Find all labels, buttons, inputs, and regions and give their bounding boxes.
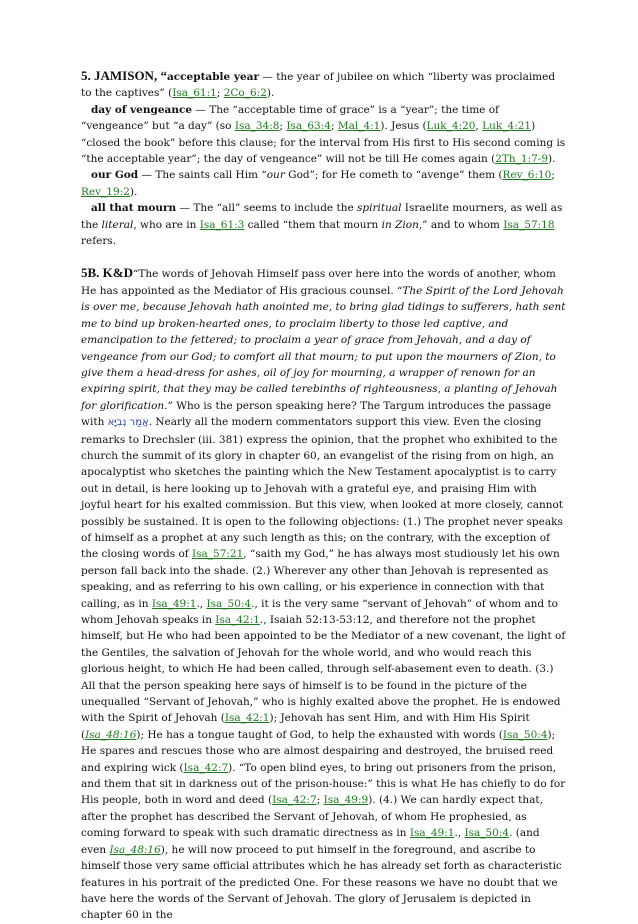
text: ); He has a tongue taught of God, to help the exhausted with words ( [136,728,503,741]
italic-text: in Zion [381,218,419,231]
hebrew-text: אֲמַר נְבִיָּא [107,417,149,429]
kd-heading: 5B. K&D [81,265,133,281]
ref-link[interactable]: Isa_63:4 [286,120,331,133]
ref-link[interactable]: Isa_61:3 [199,218,245,231]
text: ; [279,120,287,133]
italic-quote: “The Spirit of the Lord Jehovah is over me, because Jehovah hath anointed me, to bring glad tidings to sufferers, hath sent me to bind up broken-hearted ones, to proclaim liberty to those led captive, and emancipation to the fettered; to proclaim a year of grace from Jehovah, and a day of vengeance from our God; to comfort all that mourn; to put upon the mourners of Zion, to give them a head-dress for ashes, oil of joy for mourning, a wrapper of renown for an expiring spirit, that they may be called terebinths of righteousness, a planting of Jehovah for glorification.” [81,284,566,412]
italic-text: spiritual [357,202,402,215]
day-of-vengeance-paragraph [81,102,567,168]
ref-link[interactable]: Isa_50:4 [206,597,252,610]
jamison-paragraph [81,68,567,102]
text: refers. [81,235,117,248]
ref-link[interactable]: Isa_48:16 [85,728,137,741]
italic-text: literal [101,218,134,231]
ref-link[interactable]: Isa_34:8 [234,120,280,133]
text: ., [454,827,465,840]
term-day-of-vengeance: day of vengeance [91,103,193,116]
text: ). [129,185,138,198]
text: ,” and to whom [418,218,504,231]
text: ). [266,87,275,100]
ref-link[interactable]: 2Co_6:2 [223,87,267,100]
text: ., it is the very same “servant of Jehovah” of whom and to whom Jehovah speaks in [81,597,558,626]
term-our-god: our God [91,169,139,182]
ref-link[interactable]: Luk_4:21 [482,120,532,133]
document-page [81,68,567,924]
text: ., Isaiah 52:13-53:12, and therefore not the prophet himself, but He who had been appointed to be the Mediator of a new covenant, the light of the Gentiles, the salvation of Jehovah for the whole world, and who would reach this glorious height, to which He had been called, through self-abasement even to death. (3.) All that the person speaking here says of himself is to be found in the picture of the unequalled “Servant of Jehovah,” who is highly exalted above the prophet. He is endowed with the Spirit of Jehovah ( [81,614,566,725]
all-that-mourn-paragraph [81,200,567,249]
text: ), he will now proceed to put himself in the foreground, and ascribe to himself those very same official attributes which he has already set forth as characteristic features in his portrait of the predicted One. For these reasons we have no doubt that we have here the words of the Servant of Jehovah. The glory of Jerusalem is depicted in chapter 60 in the [81,843,562,922]
text: God”; for He cometh to “avenge” them ( [284,169,503,182]
ref-link[interactable]: Isa_48:16 [109,843,161,856]
text: called “them that mourn [244,218,382,231]
text: — the year of jubilee on which “liberty was proclaimed to the captives” ( [81,71,556,100]
ref-link[interactable]: Isa_49:1 [151,597,197,610]
ref-link[interactable]: Isa_57:21 [191,548,244,561]
text: . Nearly all the modern commentators support this view. Even the closing remarks to Drechsler (iii. 381) express the opinion, that the prophet who exhibited to the church the summit of its glory in chapter 60, an evangelist of the rising from on high, an apocalyptist who sketches the painting which the New Testament apocalyptist is to carry out in detail, is here looking up to Jehovah with a grateful eye, and praising Him with joyful heart for his exalted commission. But this view, when looked at more closely, cannot possibly be sustained. It is open to the following objections: (1.) The prophet never speaks of himself as a prophet at any such length as this; on the contrary, with the exception of the closing words of [81,416,564,561]
ref-link[interactable]: Isa_50:4 [502,728,548,741]
our-god-paragraph [81,167,567,200]
text: ; [316,794,324,807]
text: , [199,597,207,610]
term-acceptable-year: acceptable year [166,71,260,83]
ref-link[interactable]: Isa_61:1 [172,87,217,100]
ref-link[interactable]: 2Th_1:7-9 [495,153,549,166]
italic-text: our [266,169,285,182]
section-gap [81,249,567,265]
jamison-heading: 5. JAMISON, “ [81,68,167,83]
ref-link[interactable]: Mal_4:1 [337,120,381,133]
text: Who is the person speaking here? The Targum introduces the passage with [81,399,552,429]
text: . (and even [81,827,540,856]
ref-link[interactable]: Isa_49:9 [323,794,369,807]
ref-link[interactable]: Isa_49:1 [409,827,455,840]
text: ). [548,153,556,166]
kd-paragraph [81,265,567,923]
ref-link[interactable]: Isa_42:7 [272,794,317,807]
text: ). (4.) We can hardly expect that, after the prophet has described the Servant of Jehovah, of whom He prophesied, as coming forward to speak with such dramatic directness as in [81,794,543,840]
text: — The saints call Him “ [138,169,267,182]
text: ; [216,87,224,100]
text: , [475,120,483,133]
text: ; [330,120,338,133]
ref-link[interactable]: Isa_42:7 [183,761,229,774]
text: ). Jesus ( [380,120,427,133]
text: Israelite mourners, as well as the [81,202,563,231]
ref-link[interactable]: Isa_42:1 [224,712,270,725]
text: — The “acceptable time of grace” is a “year”; the time of “vengeance” but “a day” (so [81,103,499,133]
text: ); He spares and rescues those who are almost despairing and destroyed, the bruised reed and expiring wick ( [81,728,556,774]
ref-link[interactable]: Rev_6:10 [502,169,552,182]
ref-link[interactable]: Luk_4:20 [426,120,476,133]
text: , who are in [133,218,200,231]
text: “The words of Jehovah Himself pass over here into the words of another, whom He has appointed as the Mediator of His gracious counsel. [81,268,556,297]
ref-link[interactable]: Isa_57:18 [503,218,555,231]
text: . [196,597,200,610]
text: ). “To open blind eyes, to bring out prisoners from the prison, and them that sit in darkness out of the prison-house:” this is what He has chiefly to do for His people, both in word and deed ( [81,761,566,807]
term-all-that-mourn: all that mourn [91,202,177,215]
text: , “saith my God,” he has always most studiously let his own person fall back into the shade. (2.) Wherever any other than Jehovah is represented as speaking, and as referring to his own calling, or his experience in connection with that calling, as in [81,548,560,610]
ref-link[interactable]: Isa_42:1 [215,614,260,626]
text: ) “closed the book” before this clause; for the interval from His first to His second coming is “the acceptable year”; the day of vengeance” will not be till He comes again ( [81,120,566,166]
text: ); Jehovah has sent Him, and with Him His Spirit ( [81,712,530,741]
ref-link[interactable]: Isa_50:4 [464,827,510,840]
ref-link[interactable]: Rev_19:2 [81,185,130,198]
text: — The “all” seems to include the [176,202,358,215]
text: ; [551,169,555,182]
